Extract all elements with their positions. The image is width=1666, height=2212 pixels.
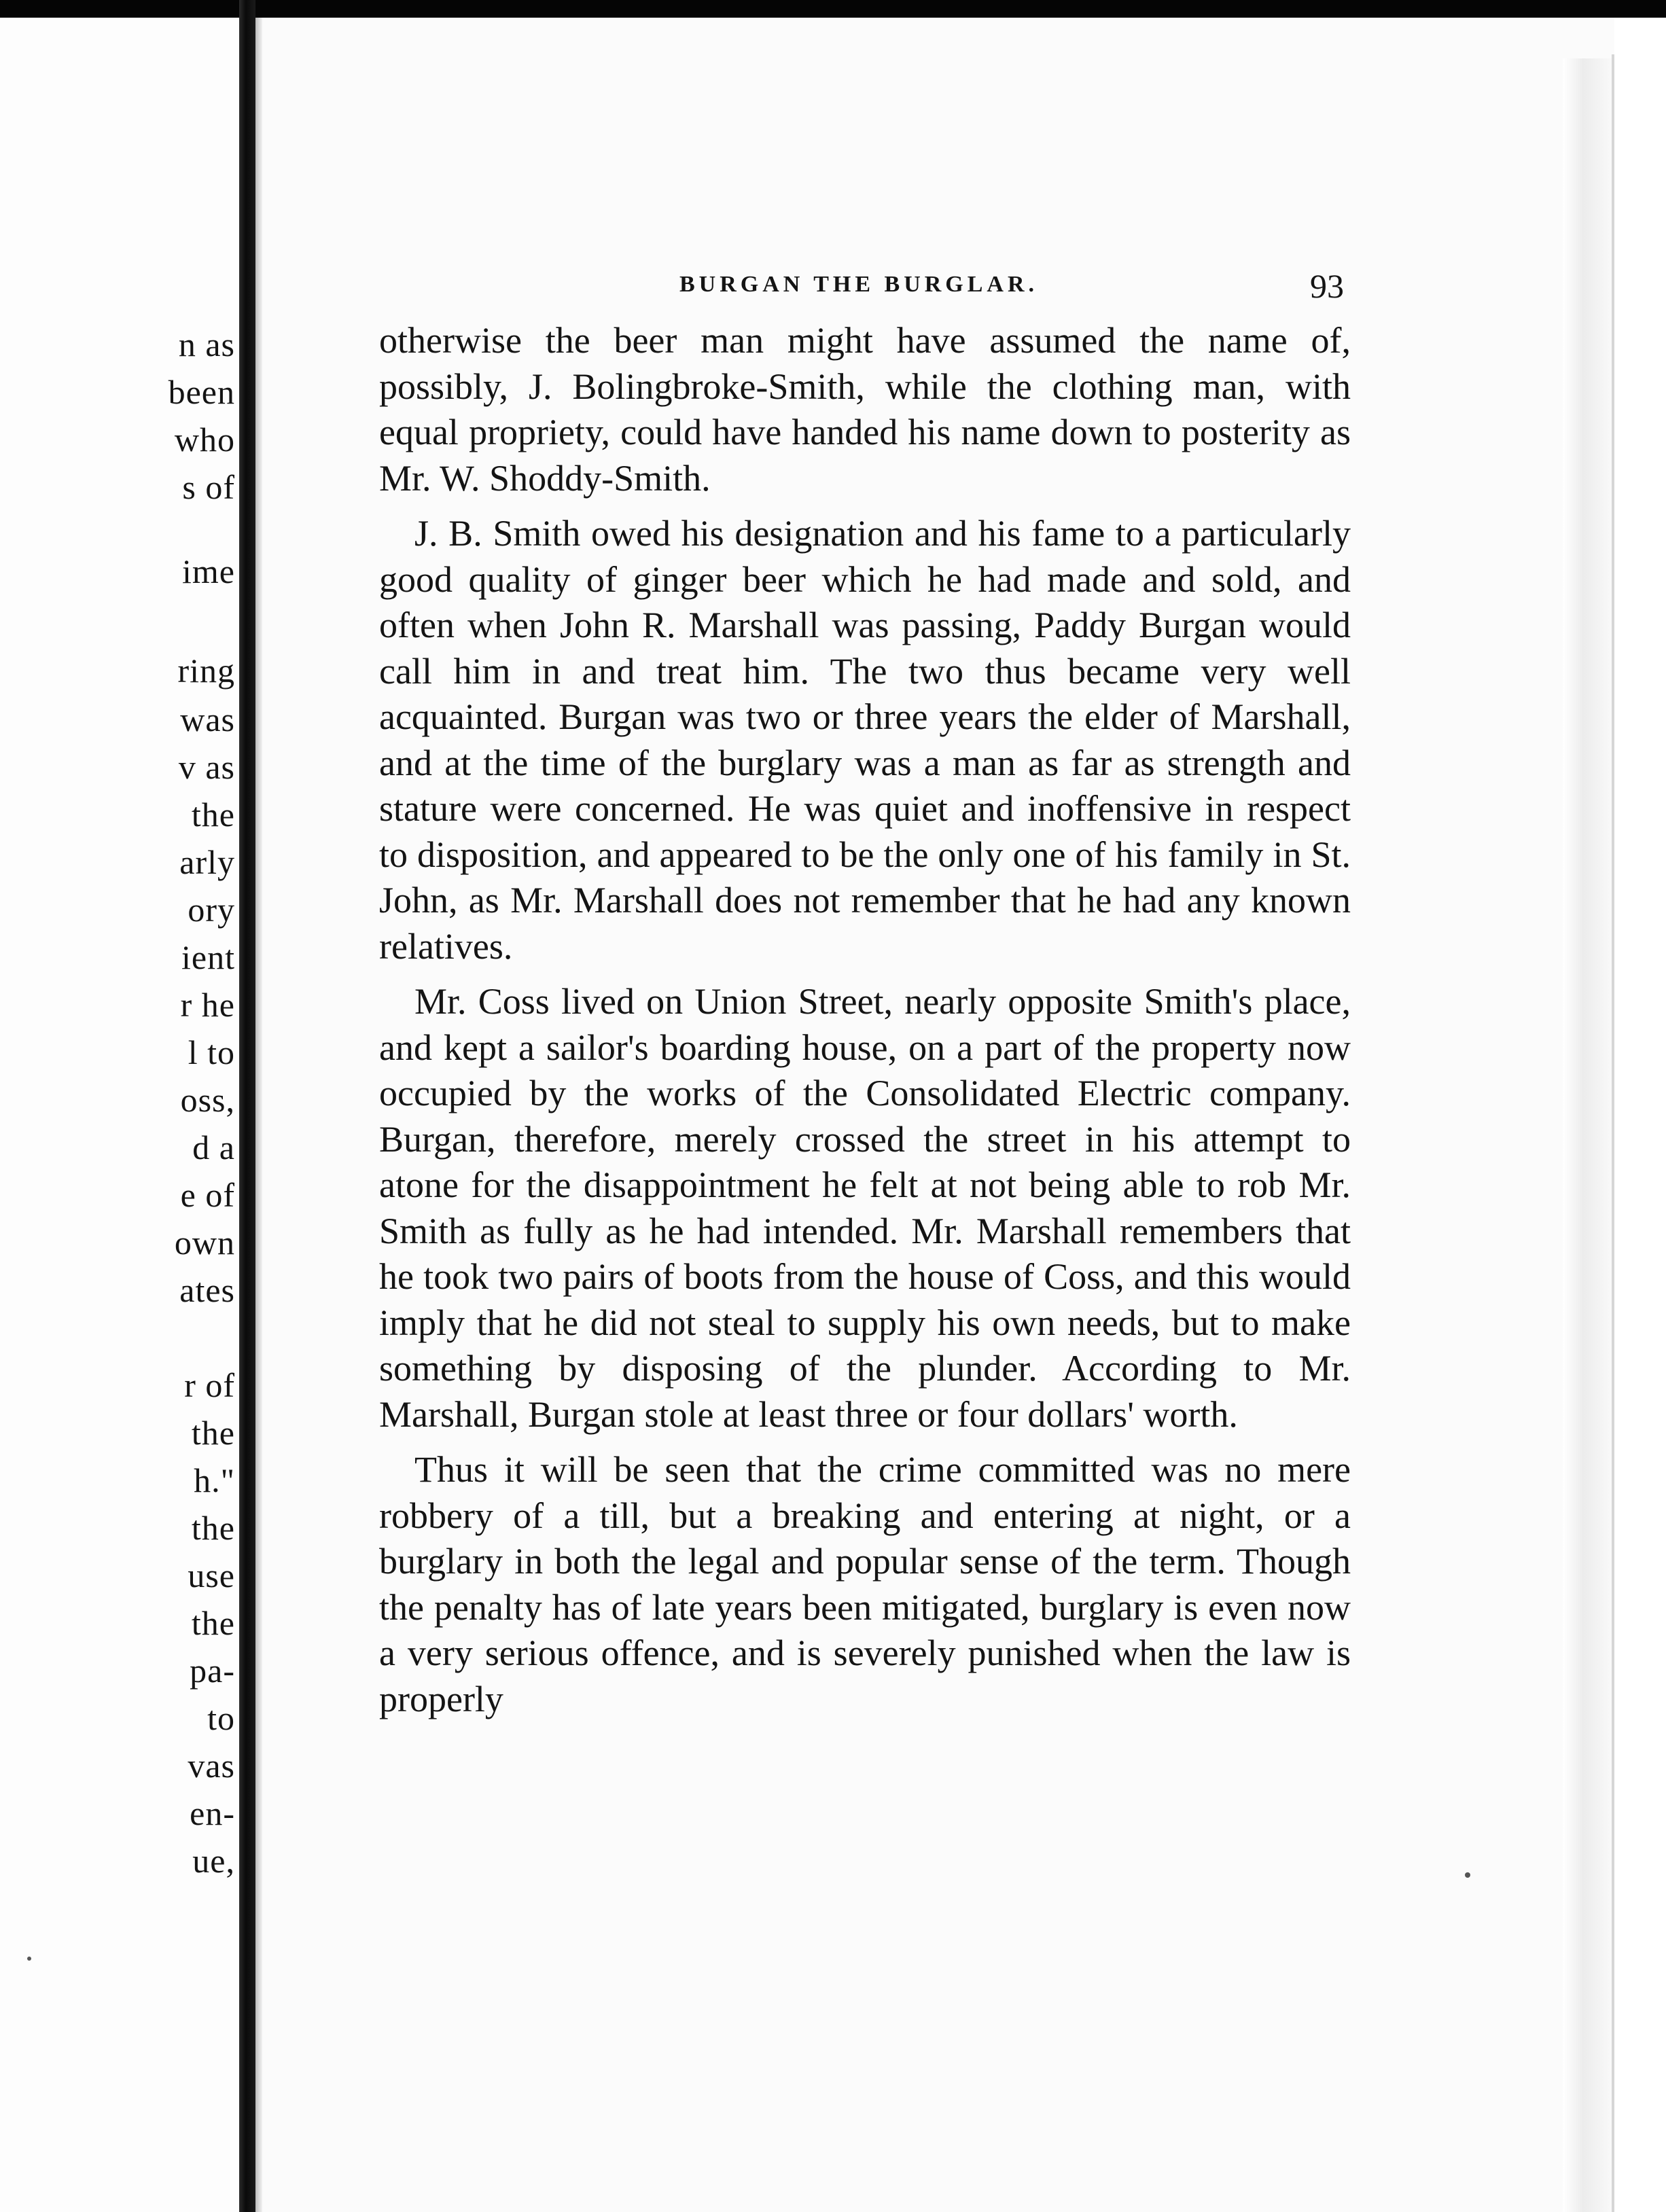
fragment-line: arly — [179, 843, 235, 881]
paragraph: J. B. Smith owed his designation and his fame to a particularly good quality of ginger beer which he had made and sold, and often when John R. Marshall was passing, Paddy Burgan would call him in and treat him. The two thus became very well acquainted. Burgan was two or three years the elder of Marshall, and at the time of the burglary was a man as far as strength and stature were concerned. He was quiet and inoffensive in respect to disposition, and appeared to be the only one of his family in St. John, as Mr. Marshall does not remember that he had any known relatives. — [379, 513, 1351, 967]
running-head: BURGAN THE BURGLAR. — [679, 272, 1039, 297]
book-spine-gutter — [239, 0, 255, 2212]
previous-page-fragment — [0, 18, 239, 2212]
paragraph: Thus it will be seen that the crime committed was no mere robbery of a till, but a breaking and entering at night, or a burglary in both the legal and popular sense of the term. Though the penalty has of late years been mitigated, burglary is even now a very serious offence, and is severely punished when the law is properly — [379, 1449, 1351, 1719]
fragment-line: the — [191, 1604, 235, 1642]
fragment-line: pa- — [190, 1652, 235, 1690]
fragment-line: h." — [194, 1461, 235, 1499]
page-number: 93 — [1310, 267, 1344, 305]
fragment-line: ory — [188, 891, 235, 929]
body-text — [379, 318, 1351, 1722]
fragment-line: the — [191, 1414, 235, 1452]
fragment-line: use — [188, 1556, 235, 1594]
fragment-line: been — [168, 373, 235, 411]
fragment-line: vas — [188, 1747, 235, 1785]
fragment-line: was — [180, 700, 235, 738]
fragment-line: the — [191, 796, 235, 834]
fragment-line: r he — [180, 986, 235, 1024]
fragment-line: r of — [184, 1366, 235, 1404]
page-outer-edge — [1563, 58, 1614, 2212]
fragment-line: the — [191, 1509, 235, 1547]
paragraph: Mr. Coss lived on Union Street, nearly opposite Smith's place, and kept a sailor's boarding house, on a part of the property now occupied by the works of the Consolidated Electric company. Burgan, therefore, merely crossed the street in his attempt to atone for the disappointment he felt at not being able to rob Mr. Smith as fully as he had intended. Mr. Marshall remembers that he took two pairs of boots from the house of Coss, and this would imply that he did not steal to supply his own needs, but to make something by disposing of the plunder. According to Mr. Marshall, Burgan stole at least three or four dollars' worth. — [379, 981, 1351, 1435]
fragment-line: s of — [182, 468, 235, 506]
fragment-line: who — [174, 421, 235, 459]
page-inner-edge — [255, 18, 262, 2212]
fragment-line: v as — [178, 748, 235, 786]
fragment-line: ates — [179, 1271, 235, 1309]
fragment-line: l to — [188, 1033, 235, 1071]
scan-speck — [1465, 1872, 1470, 1878]
fragment-line: oss, — [180, 1081, 235, 1119]
fragment-line: ime — [182, 552, 235, 590]
page-stack-edge — [1612, 54, 1614, 2212]
paragraph: otherwise the beer man might have assumed the name of, possibly, J. Bolingbroke-Smith, while the clothing man, with equal propriety, could have handed his name down to posterity as Mr. W. Shoddy-Smith. — [379, 320, 1351, 499]
scan-speck — [27, 1957, 31, 1961]
fragment-line: own — [174, 1224, 235, 1262]
fragment-line: d a — [192, 1128, 235, 1166]
fragment-line: en- — [190, 1794, 235, 1832]
fragment-line: to — [207, 1699, 235, 1737]
fragment-line: ue, — [192, 1842, 235, 1880]
fragment-line: e of — [180, 1176, 235, 1214]
fragment-line: n as — [178, 325, 235, 363]
fragment-line: ient — [181, 938, 235, 976]
fragment-line: ring — [177, 652, 235, 690]
